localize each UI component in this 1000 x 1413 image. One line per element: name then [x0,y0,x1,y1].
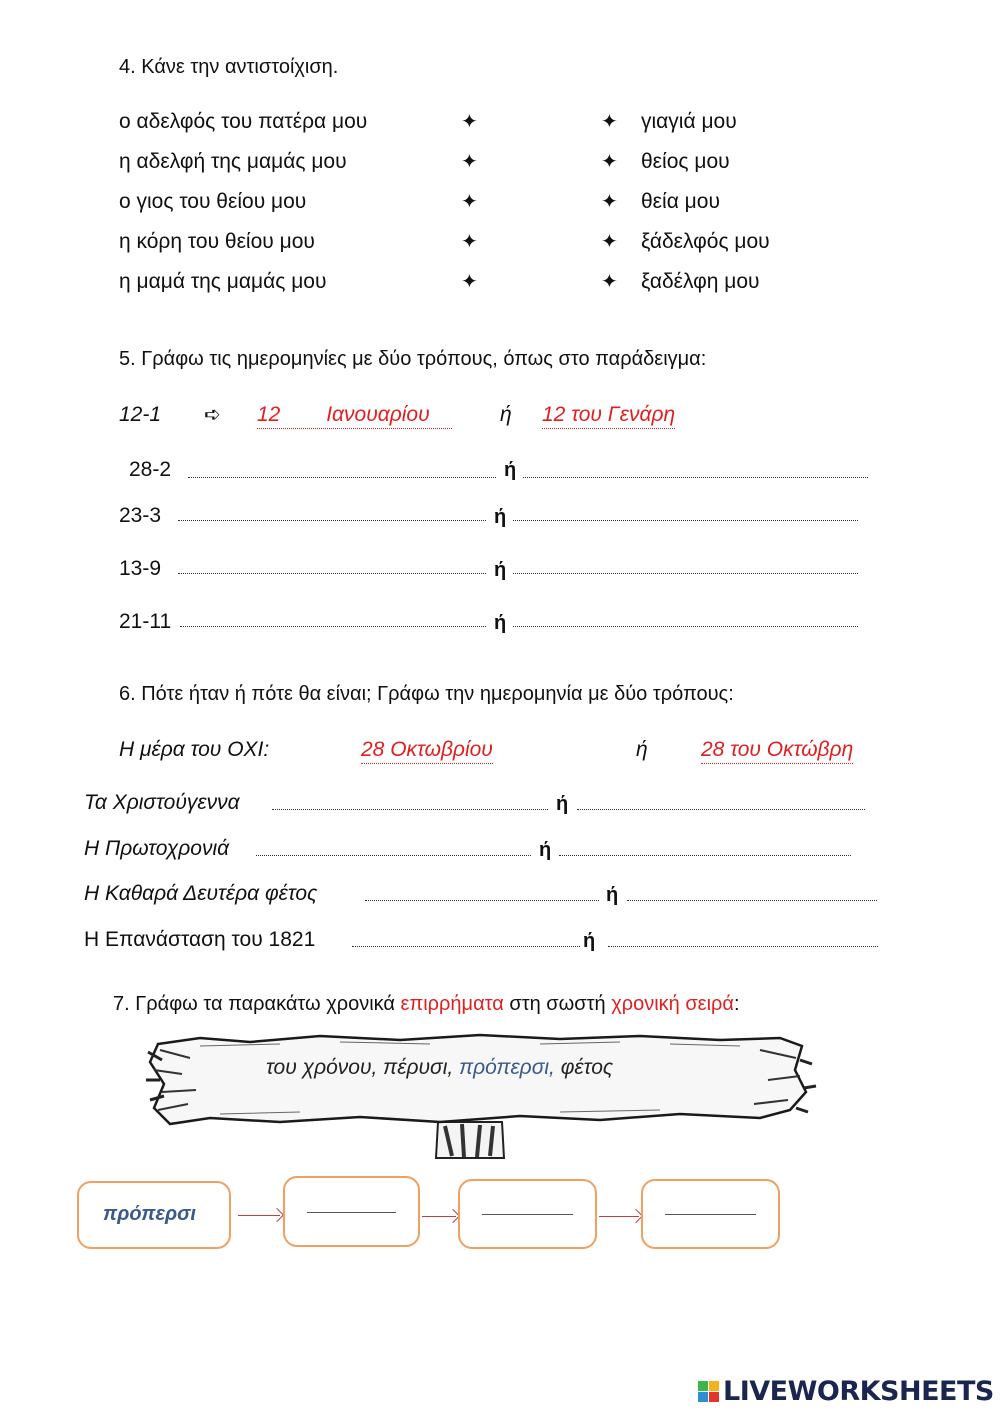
match-dot-right-5[interactable]: ✦ [601,271,618,293]
ex6-example-form2: 28 του Οκτώβρη [701,738,853,764]
match-right-3: θεία μου [641,190,720,213]
ex6-example-label: Η μέρα του ΟΧΙ: [119,738,270,761]
ex7-heading-highlight-adverbs: επιρρήματα [400,993,504,1015]
sequence-blank-2[interactable] [307,1212,396,1213]
ex5-example-form1 [257,403,452,429]
ex6-or: ή [556,793,569,815]
ex6-answer-field-1b[interactable] [577,809,865,810]
match-left-2: η αδελφή της μαμάς μου [119,150,347,173]
ex6-example-or: ή [636,738,648,761]
match-dot-right-3[interactable]: ✦ [601,191,618,213]
match-right-5: ξαδέλφη μου [641,270,760,293]
ex5-or: ή [494,506,507,528]
match-left-5: η μαμά της μαμάς μου [119,270,327,293]
ex6-answer-field-2b[interactable] [559,855,851,856]
ex7-heading-text: : [733,993,740,1015]
ex5-example-date: 12-1 [119,403,162,426]
sequence-box-3[interactable] [458,1179,597,1249]
match-dot-right-2[interactable]: ✦ [601,151,618,173]
ex7-heading-highlight-order: χρονική σειρά [611,993,734,1015]
ex5-date-label: 21-11 [119,610,172,633]
ex6-answer-field-3b[interactable] [627,900,877,901]
match-left-4: η κόρη του θείου μου [119,230,315,253]
ex7-heading [113,993,740,1016]
ex5-or: ή [504,459,517,481]
match-dot-right-4[interactable]: ✦ [601,231,618,253]
wooden-sign-illustration [140,1030,820,1160]
ex5-answer-field-2a[interactable] [178,520,486,521]
ex6-example-form1: 28 Οκτωβρίου [361,738,493,764]
sign-words: του χρόνου, πέρυσι, [266,1056,460,1079]
sign-word-list [266,1056,613,1080]
ex6-holiday-label: Η Καθαρά Δευτέρα φέτος [84,882,318,905]
ex5-answer-field-2b[interactable] [513,520,858,521]
ex5-date-label: 13-9 [119,557,162,580]
ex6-holiday-label: Τα Χριστούγεννα [84,791,240,814]
sequence-blank-3[interactable] [482,1214,573,1215]
match-dot-left-3[interactable]: ✦ [461,191,478,213]
sequence-blank-4[interactable] [665,1214,756,1215]
match-dot-left-1[interactable]: ✦ [461,111,478,133]
ex7-heading-text: 7. Γράφω τα παρακάτω χρονικά [113,993,401,1015]
arrow-right-icon [238,1215,280,1216]
ex6-or: ή [539,839,552,861]
ex5-answer-field-4a[interactable] [180,626,486,627]
sign-word-highlight: πρόπερσι, [459,1056,555,1079]
sign-words: φέτος [554,1056,614,1079]
ex6-or: ή [606,884,619,906]
liveworksheets-logo-icon [698,1381,720,1403]
ex7-heading-text: στη σωστή [503,993,612,1015]
sequence-box-1-text: πρόπερσι [103,1203,196,1225]
sequence-box-2[interactable] [283,1176,420,1247]
ex5-answer-field-1b[interactable] [523,477,868,478]
ex5-example-form1-day: 12 [257,403,281,426]
ex5-date-label: 23-3 [119,504,162,527]
ex5-heading: 5. Γράφω τις ημερομηνίες με δύο τρόπους, όπως στο παράδειγμα: [119,348,707,370]
ex6-answer-field-3a[interactable] [365,900,599,901]
match-right-1: γιαγιά μου [641,110,737,133]
ex5-or: ή [494,612,507,634]
ex6-holiday-label: Η Επανάσταση του 1821 [84,928,316,951]
arrow-icon: ➪ [204,404,221,426]
ex5-date-label: 28-2 [129,458,172,481]
match-dot-right-1[interactable]: ✦ [601,111,618,133]
ex5-answer-field-3b[interactable] [513,573,858,574]
ex5-answer-field-3a[interactable] [178,573,486,574]
ex5-or: ή [494,559,507,581]
ex6-answer-field-4b[interactable] [608,946,878,947]
sequence-box-1 [77,1181,231,1249]
match-right-4: ξάδελφός μου [641,230,770,253]
sequence-box-4[interactable] [641,1179,780,1249]
match-dot-left-4[interactable]: ✦ [461,231,478,253]
match-dot-left-5[interactable]: ✦ [461,271,478,293]
ex5-answer-field-4b[interactable] [513,626,858,627]
ex5-answer-field-1a[interactable] [188,477,496,478]
match-left-1: ο αδελφός του πατέρα μου [119,110,368,133]
ex4-heading: 4. Κάνε την αντιστοίχιση. [119,56,339,78]
ex6-holiday-label: Η Πρωτοχρονιά [84,837,230,860]
ex6-answer-field-1a[interactable] [272,809,548,810]
match-left-3: ο γιος του θείου μου [119,190,307,213]
arrow-right-icon [599,1216,639,1217]
ex6-or: ή [583,930,596,952]
ex5-example-form2: 12 του Γενάρη [542,403,675,429]
arrow-right-icon [422,1216,456,1217]
ex6-heading: 6. Πότε ήταν ή πότε θα είναι; Γράφω την ημερομηνία με δύο τρόπους: [119,683,734,705]
liveworksheets-logo-text[interactable]: LIVEWORKSHEETS [723,1376,994,1407]
ex6-answer-field-4a[interactable] [352,946,580,947]
match-right-2: θείος μου [641,150,730,173]
ex5-example-or: ή [500,403,512,426]
match-dot-left-2[interactable]: ✦ [461,151,478,173]
ex5-example-form1-month: Ιανουαρίου [326,403,430,426]
ex6-answer-field-2a[interactable] [256,855,531,856]
